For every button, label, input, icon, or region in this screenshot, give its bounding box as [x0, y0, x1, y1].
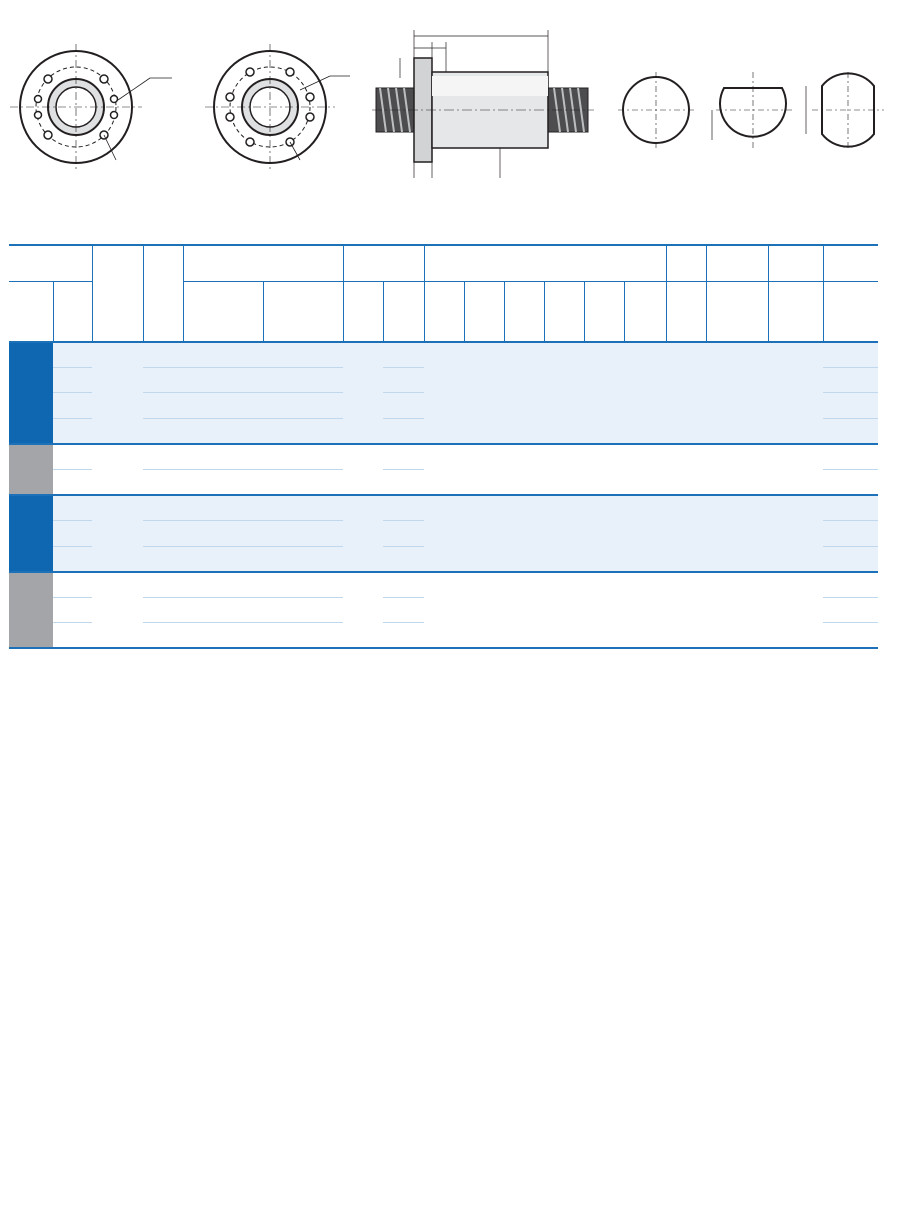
- nut-length-cell: [383, 444, 424, 470]
- header-L: [383, 282, 424, 343]
- table-header: [9, 245, 878, 342]
- flange-G-cell: [544, 572, 584, 649]
- lead-cell: [53, 572, 92, 598]
- lead-cell: [53, 495, 92, 521]
- static-load-cell: [263, 546, 343, 572]
- circuits-cell: [143, 495, 183, 521]
- static-load-cell: [263, 368, 343, 393]
- stiffness-cell: [823, 418, 878, 444]
- header-static-load: [263, 282, 343, 343]
- static-load-cell: [263, 495, 343, 521]
- lead-cell: [53, 342, 92, 368]
- flange-T-cell: [464, 572, 504, 649]
- header-stiffness: [823, 245, 878, 282]
- header-flange: [424, 245, 666, 282]
- dynamic-load-cell: [183, 546, 263, 572]
- nut-length-cell: [383, 393, 424, 418]
- flange-X-cell: [768, 444, 823, 470]
- header-ball-size: [92, 245, 143, 342]
- stiffness-cell: [823, 597, 878, 622]
- stiffness-cell: [823, 469, 878, 495]
- dynamic-load-cell: [183, 342, 263, 368]
- flange-S-cell: [666, 572, 706, 649]
- ball-size-cell: [92, 572, 143, 649]
- flange-S-cell: [666, 342, 706, 444]
- header-oil-hole: [706, 245, 768, 282]
- flange-W-cell: [504, 572, 544, 649]
- lead-cell: [53, 393, 92, 418]
- circuits-cell: [143, 393, 183, 418]
- flange-X-cell: [768, 572, 823, 649]
- stiffness-cell: [823, 495, 878, 521]
- header-dg6: [343, 282, 383, 343]
- flange-A-cell: [424, 469, 464, 495]
- flange-T-cell: [464, 342, 504, 444]
- flange-G-cell: [544, 495, 584, 572]
- lead-cell: [53, 623, 92, 649]
- nut-length-cell: [383, 469, 424, 495]
- lead-cell: [53, 521, 92, 546]
- nut-length-cell: [383, 418, 424, 444]
- dynamic-load-cell: [183, 597, 263, 622]
- nut-length-cell: [383, 521, 424, 546]
- dynamic-load-cell: [183, 495, 263, 521]
- dg6-cell: [343, 572, 383, 598]
- lead-cell: [53, 546, 92, 572]
- flange-type-cell: [624, 572, 666, 649]
- circuits-cell: [143, 546, 183, 572]
- header-screw-hole: [768, 245, 823, 282]
- dynamic-load-cell: [183, 469, 263, 495]
- table-row: [9, 495, 878, 521]
- static-load-cell: [263, 342, 343, 368]
- stiffness-cell: [823, 444, 878, 470]
- static-load-cell: [263, 572, 343, 598]
- dg6-cell: [343, 342, 383, 444]
- flange-type-cell: [624, 469, 666, 495]
- flange-T-cell: [464, 495, 504, 572]
- static-load-cell: [263, 418, 343, 444]
- flange-Q-cell: [706, 342, 768, 444]
- flange-H-cell: [584, 495, 624, 572]
- circuits-cell: [143, 623, 183, 649]
- static-load-cell: [263, 623, 343, 649]
- circuits-cell: [143, 597, 183, 622]
- nut-length-cell: [383, 546, 424, 572]
- flange-S-cell: [666, 469, 706, 495]
- circuits-cell: [143, 444, 183, 470]
- flange-H-cell: [584, 342, 624, 444]
- flange-types-drawing: [618, 72, 884, 148]
- flange-W-cell: [504, 495, 544, 572]
- lead-cell: [53, 469, 92, 495]
- flange-S-cell: [666, 444, 706, 470]
- flange-X-cell: [768, 469, 823, 495]
- header-type: [624, 282, 666, 343]
- group-od-12: [9, 342, 878, 444]
- flange-X-cell: [768, 342, 823, 444]
- nut-length-cell: [383, 342, 424, 368]
- ball-size-cell: [92, 469, 143, 495]
- ball-size-cell: [92, 495, 143, 572]
- flange-Q-cell: [706, 469, 768, 495]
- dg6-cell: [343, 597, 383, 622]
- dynamic-load-cell: [183, 521, 263, 546]
- flange-S-cell: [666, 495, 706, 572]
- header-od: [9, 282, 53, 343]
- form2-flange-drawing: [205, 44, 350, 170]
- dynamic-load-cell: [183, 393, 263, 418]
- flange-Q-cell: [706, 572, 768, 649]
- flange-T-cell: [464, 469, 504, 495]
- dynamic-load-cell: [183, 572, 263, 598]
- header-Q: [706, 282, 768, 343]
- circuits-cell: [143, 572, 183, 598]
- flange-G-cell: [544, 444, 584, 470]
- header-dynamic-load: [183, 282, 263, 343]
- lead-cell: [53, 418, 92, 444]
- circuits-cell: [143, 368, 183, 393]
- flange-X-cell: [768, 495, 823, 572]
- dg6-cell: [343, 444, 383, 470]
- flange-type-cell: [624, 444, 666, 470]
- screw-od-cell: [9, 572, 53, 649]
- dg6-cell: [343, 495, 383, 572]
- static-load-cell: [263, 393, 343, 418]
- header-screw-size: [9, 245, 92, 282]
- flange-type-cell: [624, 495, 666, 572]
- dynamic-load-cell: [183, 623, 263, 649]
- flange-H-cell: [584, 444, 624, 470]
- stiffness-cell: [823, 521, 878, 546]
- flange-A-cell: [424, 342, 464, 444]
- ball-size-cell: [92, 444, 143, 470]
- dynamic-load-cell: [183, 444, 263, 470]
- lead-cell: [53, 444, 92, 470]
- form1-flange-drawing: [10, 44, 172, 170]
- header-fit: [666, 245, 706, 282]
- stiffness-cell: [823, 393, 878, 418]
- flange-A-cell: [424, 444, 464, 470]
- screw-od-cell: [9, 444, 53, 495]
- header-S: [666, 282, 706, 343]
- flange-T-cell: [464, 444, 504, 470]
- header-A: [424, 282, 464, 343]
- header-G: [544, 282, 584, 343]
- header-nut: [343, 245, 424, 282]
- circuits-cell: [143, 521, 183, 546]
- header-load: [183, 245, 343, 282]
- table-row: [9, 469, 878, 495]
- dynamic-load-cell: [183, 368, 263, 393]
- stiffness-cell: [823, 623, 878, 649]
- header-H: [584, 282, 624, 343]
- static-load-cell: [263, 597, 343, 622]
- circuits-cell: [143, 418, 183, 444]
- technical-drawings: [0, 0, 900, 215]
- stiffness-cell: [823, 546, 878, 572]
- flange-A-cell: [424, 572, 464, 649]
- nut-length-cell: [383, 572, 424, 598]
- stiffness-cell: [823, 572, 878, 598]
- flange-W-cell: [504, 444, 544, 470]
- static-load-cell: [263, 444, 343, 470]
- flange-Q-cell: [706, 495, 768, 572]
- stiffness-cell: [823, 368, 878, 393]
- table-row: [9, 444, 878, 470]
- static-load-cell: [263, 469, 343, 495]
- flange-G-cell: [544, 342, 584, 444]
- nut-length-cell: [383, 368, 424, 393]
- static-load-cell: [263, 521, 343, 546]
- drawings-svg: [0, 0, 900, 215]
- screw-od-cell: [9, 495, 53, 572]
- table-row: [9, 342, 878, 368]
- flange-A-cell: [424, 495, 464, 572]
- circuits-cell: [143, 342, 183, 368]
- header-X: [768, 282, 823, 343]
- flange-Q-cell: [706, 444, 768, 470]
- header-T: [464, 282, 504, 343]
- flange-W-cell: [504, 342, 544, 444]
- header-lead: [53, 282, 92, 343]
- flange-G-cell: [544, 469, 584, 495]
- group-od-14: [9, 444, 878, 495]
- nut-length-cell: [383, 495, 424, 521]
- dynamic-load-cell: [183, 418, 263, 444]
- group-od-16: [9, 572, 878, 649]
- dg6-cell: [343, 469, 383, 495]
- flange-H-cell: [584, 572, 624, 649]
- nut-length-cell: [383, 623, 424, 649]
- ball-screw-spec-table: [9, 244, 878, 649]
- screw-od-cell: [9, 342, 53, 444]
- stiffness-cell: [823, 342, 878, 368]
- ball-size-cell: [92, 342, 143, 444]
- table-row: [9, 572, 878, 598]
- header-circuits: [143, 245, 183, 342]
- group-od-15: [9, 495, 878, 572]
- dg6-cell: [343, 623, 383, 649]
- flange-type-cell: [624, 342, 666, 444]
- header-stiffness-unit: [823, 282, 878, 343]
- circuits-cell: [143, 469, 183, 495]
- lead-cell: [53, 597, 92, 622]
- ball-nut-drawing: [372, 30, 594, 178]
- flange-W-cell: [504, 469, 544, 495]
- nut-length-cell: [383, 597, 424, 622]
- flange-H-cell: [584, 469, 624, 495]
- header-W: [504, 282, 544, 343]
- lead-cell: [53, 368, 92, 393]
